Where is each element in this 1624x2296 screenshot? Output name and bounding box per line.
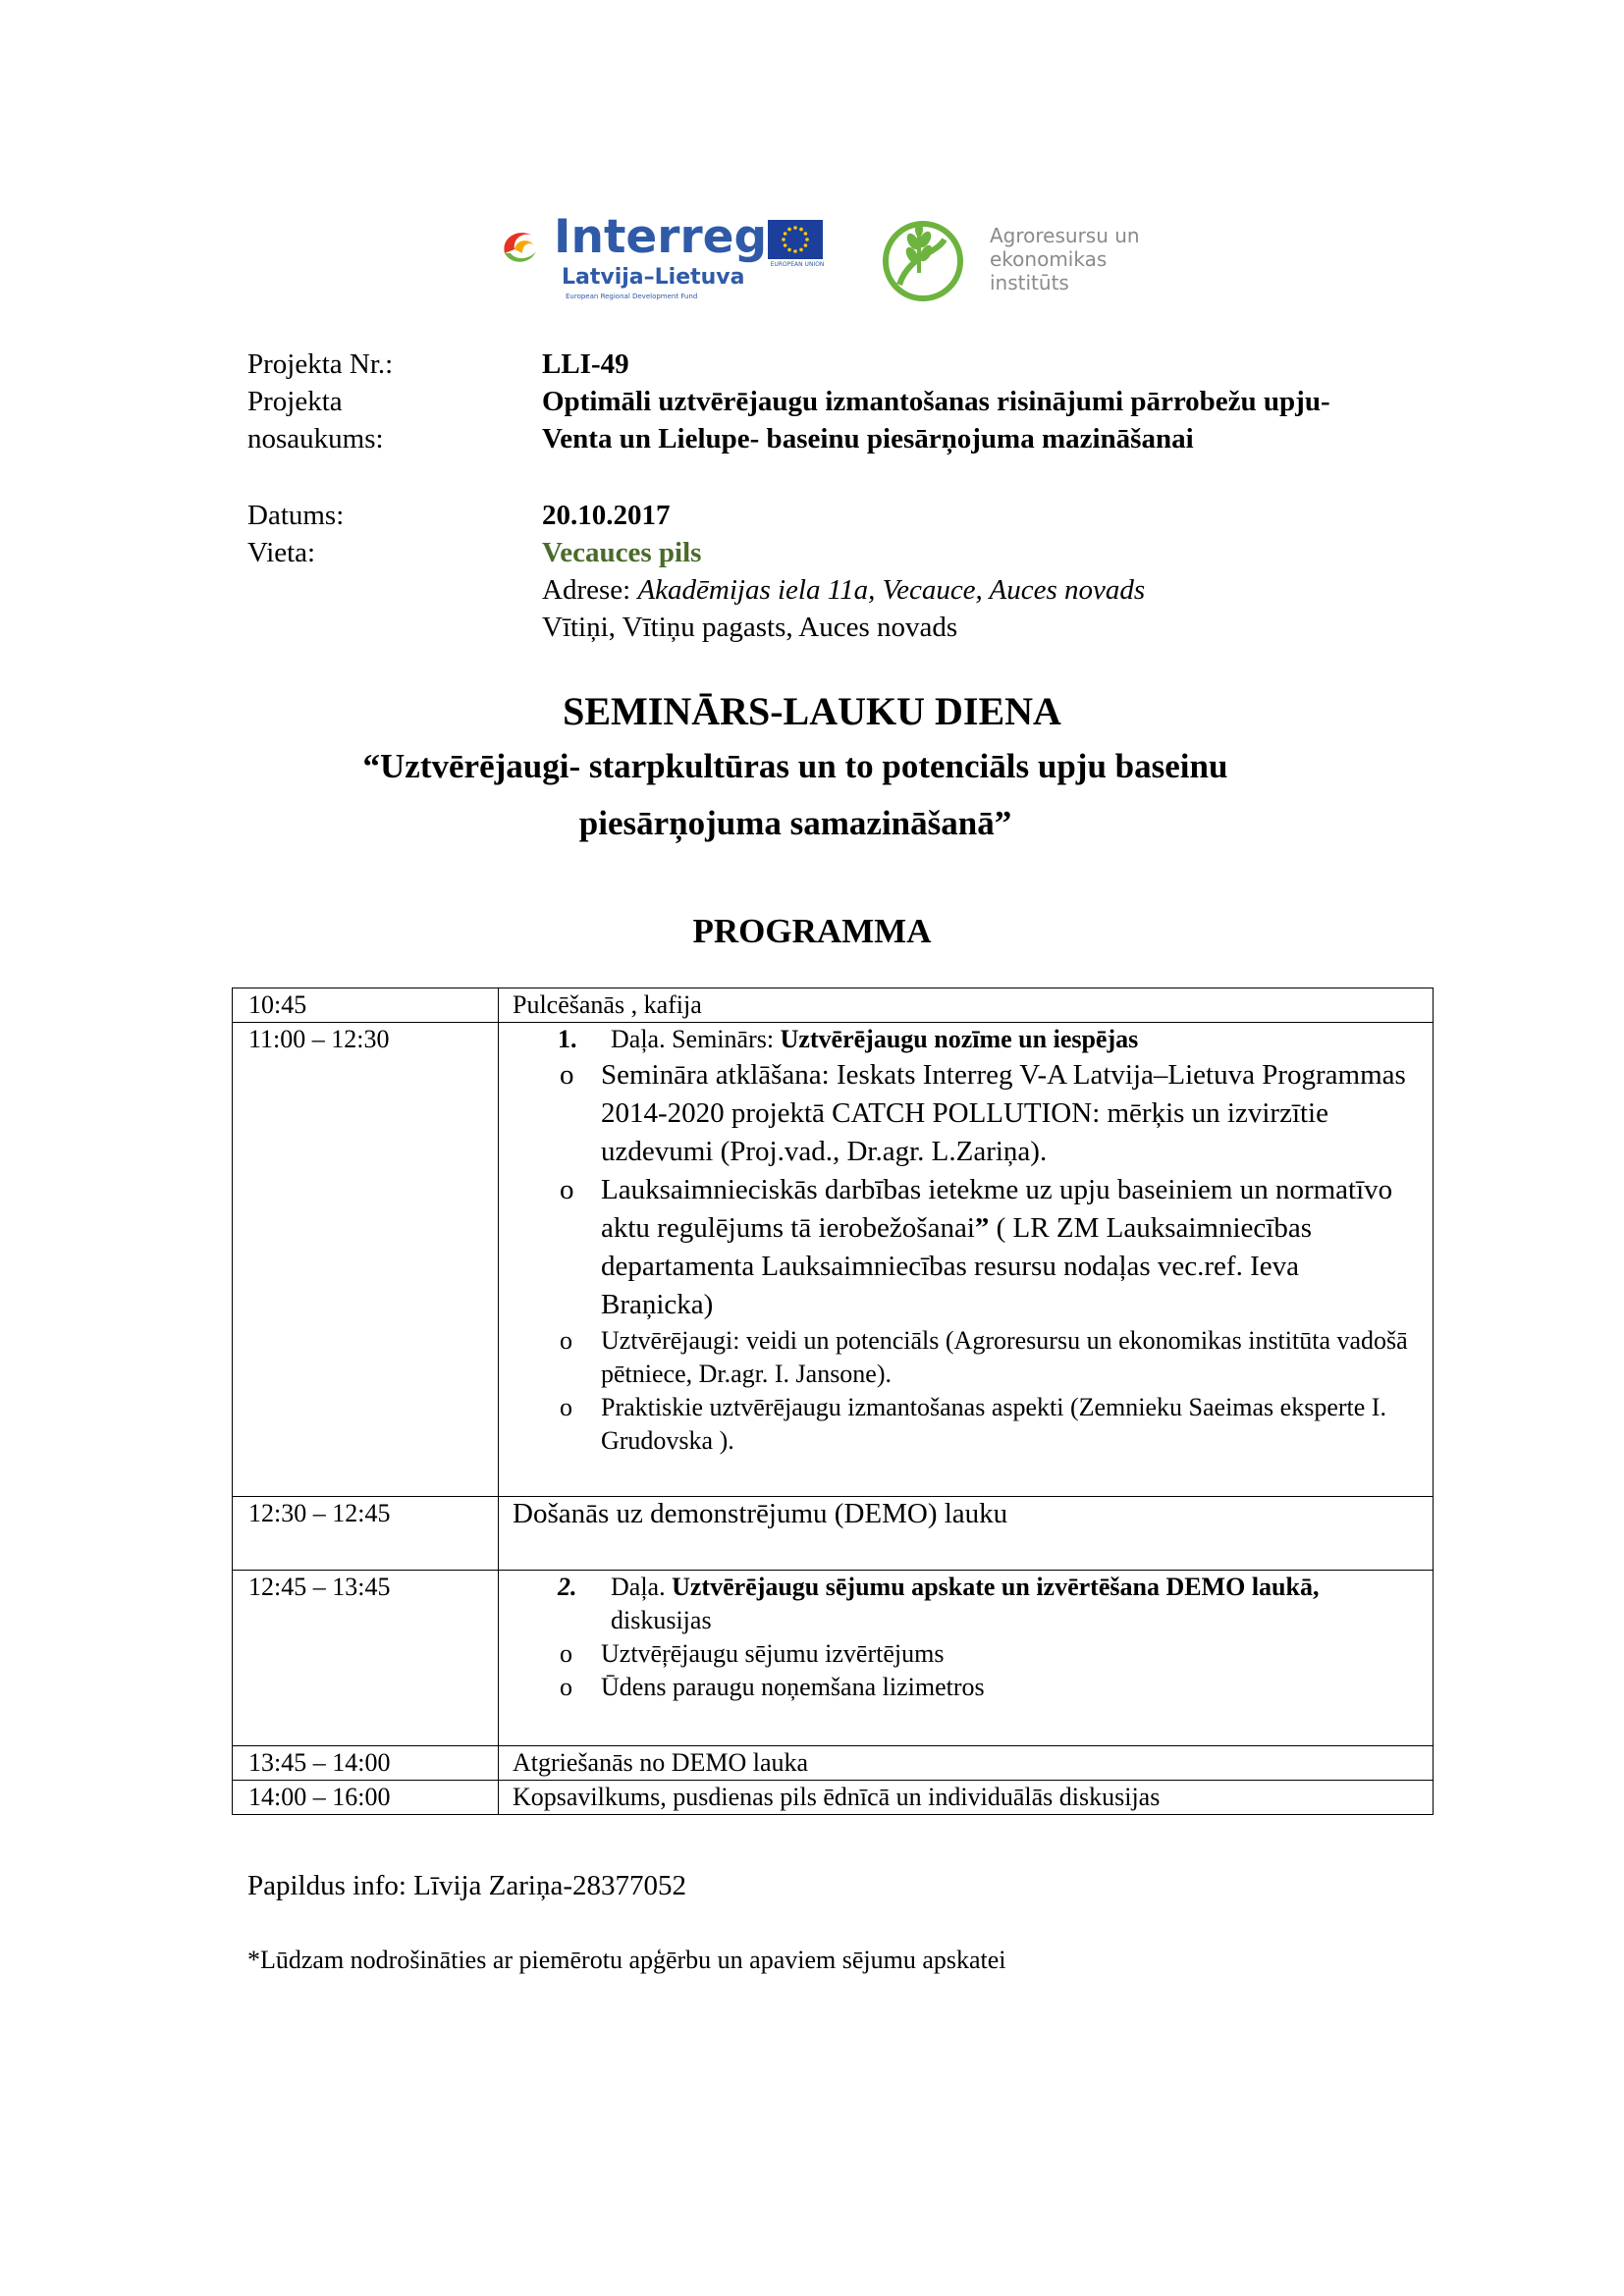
row-activity xyxy=(499,1571,1434,1746)
part-heading: 1. Daļa. Seminārs: Uztvērējaugu nozīme un iespējas xyxy=(558,1025,1139,1053)
place: Vecauces pils xyxy=(542,537,702,568)
list-item: o Uztvēŗējaugu sējumu izvērtējums xyxy=(560,1639,945,1668)
program-table xyxy=(232,988,1434,1815)
agro-institute-logo-icon xyxy=(880,216,966,302)
date-label: Datums: xyxy=(247,500,345,531)
event-title: SEMINĀRS-LAUKU DIENA xyxy=(563,689,1061,733)
event-subtitle-2: piesārņojuma samazināšanā” xyxy=(578,804,1012,842)
row-time: 12:45 – 13:45 xyxy=(233,1571,499,1746)
place-label: Vieta: xyxy=(247,537,316,568)
list-item: o Praktiskie uztvērējaugu izmantošanas aspekti (Zemnieku Saeimas eksperte I. Grudovska ). xyxy=(560,1393,1386,1455)
row-time: 14:00 – 16:00 xyxy=(233,1781,499,1815)
row-activity: Došanās uz demonstrējumu (DEMO) lauku xyxy=(499,1497,1434,1571)
table-row xyxy=(233,1781,1434,1815)
address-2: Vītiņi, Vītiņu pagasts, Auces novads xyxy=(542,612,958,643)
row-time: 13:45 – 14:00 xyxy=(233,1746,499,1781)
address: Adrese: Akadēmijas iela 11a, Vecauce, Auces novads xyxy=(542,574,1146,606)
table-row xyxy=(233,988,1434,1023)
table-row xyxy=(233,1023,1434,1497)
part-heading: 2. Daļa. Uztvērējaugu sējumu apskate un izvērtēšana DEMO laukā, diskusijas xyxy=(558,1573,1320,1634)
list-item: o Lauksaimnieciskās darbības ietekme uz upju baseiniem un normatīvo aktu regulējums tā ierobežošanai” ( LR ZM Lauksaimniecības departamenta Lauksaimniecības resursu nodaļas vec.ref. Ieva Braņicka) xyxy=(560,1174,1393,1320)
eu-label: EUROPEAN UNION xyxy=(770,261,825,268)
project-nr: LLI-49 xyxy=(542,348,629,380)
table-row xyxy=(233,1571,1434,1746)
project-name-label-1: Projekta xyxy=(247,386,343,417)
interreg-wordmark: Interreg xyxy=(554,210,768,264)
session-list xyxy=(513,1637,1433,1704)
date: 20.10.2017 xyxy=(542,500,671,531)
project-name-line-2: Venta un Lielupe- baseinu piesārņojuma mazināšanai xyxy=(542,423,1194,454)
table-row xyxy=(233,1746,1434,1781)
contact-info: Papildus info: Līvija Zariņa-28377052 xyxy=(247,1870,687,1901)
table-row xyxy=(233,1497,1434,1571)
list-item: o Semināra atklāšana: Ieskats Interreg V-A Latvija–Lietuva Programmas 2014-2020 projektā CATCH POLLUTION: mērķis un izvirzītie uzdevumi (Proj.vad., Dr.agr. L.Zariņa). xyxy=(560,1059,1406,1167)
row-activity: Atgriešanās no DEMO lauka xyxy=(499,1746,1434,1781)
project-name-line-1: Optimāli uztvērējaugu izmantošanas risinājumi pārrobežu upju- xyxy=(542,386,1330,417)
row-time: 11:00 – 12:30 xyxy=(233,1023,499,1497)
list-item: o Uztvērējaugi: veidi un potenciāls (Agroresursu un ekonomikas institūta vadošā pētniece, Dr.agr. I. Jansone). xyxy=(560,1326,1408,1388)
interreg-region: Latvija–Lietuva xyxy=(562,265,745,290)
session-list xyxy=(513,1056,1433,1458)
row-time: 12:30 – 12:45 xyxy=(233,1497,499,1571)
program-heading: PROGRAMMA xyxy=(692,912,932,950)
clothing-note: *Lūdzam nodrošināties ar piemērotu apģērbu un apaviem sējumu apskatei xyxy=(247,1946,1006,1974)
row-activity: Pulcēšanās , kafija xyxy=(499,988,1434,1023)
eu-flag-icon xyxy=(768,220,823,259)
row-activity xyxy=(499,1023,1434,1497)
project-name-label-2: nosaukums: xyxy=(247,423,384,454)
agro-institute-name: Agroresursu un ekonomikas institūts xyxy=(990,224,1140,294)
row-activity: Kopsavilkums, pusdienas pils ēdnīcā un individuālās diskusijas xyxy=(499,1781,1434,1815)
row-time: 10:45 xyxy=(233,988,499,1023)
interreg-fund: European Regional Development Fund xyxy=(566,293,698,300)
event-subtitle-1: “Uztvērējaugi- starpkultūras un to potenciāls upju baseinu xyxy=(362,747,1228,785)
project-nr-label: Projekta Nr.: xyxy=(247,348,394,380)
logo-bar xyxy=(491,210,1159,308)
interreg-swirl-icon xyxy=(497,224,542,269)
list-item: o Ūdens paraugu noņemšana lizimetros xyxy=(560,1673,985,1701)
